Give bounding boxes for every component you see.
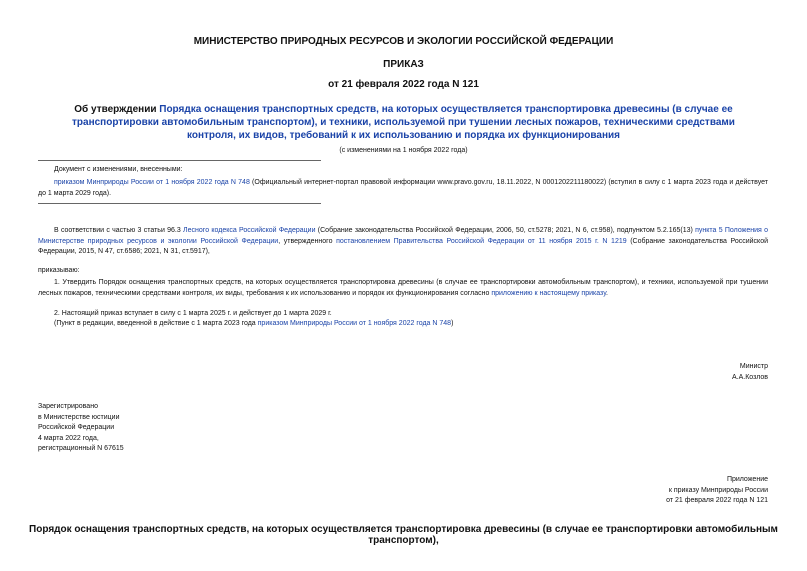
order-word: приказываю: xyxy=(38,267,80,274)
regulation-point-link[interactable]: пункта 5 Положения о Министерстве природных ресурсов и экологии Российской Федерации xyxy=(38,227,768,245)
government-decree-link[interactable]: постановлением Правительства Российской Федерации от 11 ноября 2015 г. N 1219 xyxy=(336,237,627,245)
appendix-line: от 21 февраля 2022 года N 121 xyxy=(666,497,768,504)
ministry-heading: МИНИСТЕРСТВО ПРИРОДНЫХ РЕСУРСОВ И ЭКОЛОГИИ РОССИЙСКОЙ ФЕДЕРАЦИИ xyxy=(193,36,614,47)
procedure-title: Порядок оснащения транспортных средств, на которых осуществляется транспортировка древесины (в случае ее транспортировки автомобильным транспортом), xyxy=(29,524,778,546)
changes-note: (с изменениями на 1 ноября 2022 года) xyxy=(339,147,468,154)
item-2-note-suffix: ) xyxy=(451,320,454,327)
item-1-text: 1. Утвердить Порядок оснащения транспортных средств, на которых осуществляется транспортировка древесины (в случае ее транспортировки автомобильным транспортом), и техники, используемой при тушении лесных пожаров, техническими средствами контроля, их виды, требования к их использованию и порядок их функционирования согласно xyxy=(38,279,768,297)
registration-block xyxy=(38,402,124,455)
appendix-block xyxy=(560,475,768,507)
item-2-amendment-link[interactable]: приказом Минприроды России от 1 ноября 2022 года N 748 xyxy=(257,320,452,327)
doc-changes-body xyxy=(38,177,768,199)
registration-line: Зарегистрировано xyxy=(38,403,98,410)
preamble-paragraph xyxy=(38,226,768,258)
signature-position: Министр xyxy=(739,363,768,370)
signature-block xyxy=(580,361,768,383)
appendix-line: Приложение xyxy=(726,476,768,483)
registration-line: регистрационный N 67615 xyxy=(38,445,124,452)
document-date-number: от 21 февраля 2022 года N 121 xyxy=(328,79,479,90)
order-item-2-note xyxy=(54,320,453,327)
order-item-2: 2. Настоящий приказ вступает в силу с 1 марта 2025 г. и действует до 1 марта 2029 г. xyxy=(54,310,332,317)
preamble-text-2: (Собрание законодательства Российской Федерации, 2006, 50, ст.5278; 2021, N 6, ст.958), подпунктом 5.2.165(13) xyxy=(315,227,696,234)
order-item-1 xyxy=(38,278,768,299)
preamble-text-3: , утвержденного xyxy=(278,237,337,245)
forest-code-link[interactable]: Лесного кодекса Российской Федерации xyxy=(183,227,316,234)
appendix-link[interactable]: приложению к настоящему приказу xyxy=(491,289,606,297)
title-link[interactable]: Порядка оснащения транспортных средств, на которых осуществляется транспортировка древесины (в случае ее транспортировки автомобильным транспортом), и техники, используемой при тушении лесных пожаров, техническими средствами контроля, их видов, требований к их использованию и порядка их функционирования xyxy=(72,104,735,141)
preamble-text-4: (Собрание законодательства Российской Федерации, 2015, N 47, ст.6586; 2021, N 31, ст.5917), xyxy=(38,237,769,255)
item-2-note-prefix: (Пункт в редакции, введенной в действие с 1 марта 2023 года xyxy=(54,320,258,327)
registration-line: 4 марта 2022 года, xyxy=(38,434,99,442)
document-type: ПРИКАЗ xyxy=(383,59,424,70)
registration-line: в Министерстве юстиции xyxy=(38,413,120,421)
signature-name: А.А.Козлов xyxy=(731,374,768,381)
appendix-line: к приказу Минприроды России xyxy=(668,486,768,494)
doc-changes-intro: Документ с изменениями, внесенными: xyxy=(54,166,183,173)
preamble-text-1: В соответствии с частью 3 статьи 96.3 xyxy=(54,227,184,234)
title-prefix: Об утверждении xyxy=(74,104,160,115)
divider-top xyxy=(38,160,321,161)
amendment-link[interactable]: приказом Минприроды России от 1 ноября 2022 года N 748 xyxy=(54,179,250,186)
document-title xyxy=(70,103,737,142)
registration-line: Российской Федерации xyxy=(38,424,115,431)
divider-bottom xyxy=(38,203,321,204)
item-1-end: . xyxy=(606,289,608,297)
amendment-details: (Официальный интернет-портал правовой информации www.pravo.gov.ru, 18.11.2022, N 0001202211180022) (вступил в силу с 1 марта 2023 года и действует до 1 марта 2029 года). xyxy=(38,179,768,197)
